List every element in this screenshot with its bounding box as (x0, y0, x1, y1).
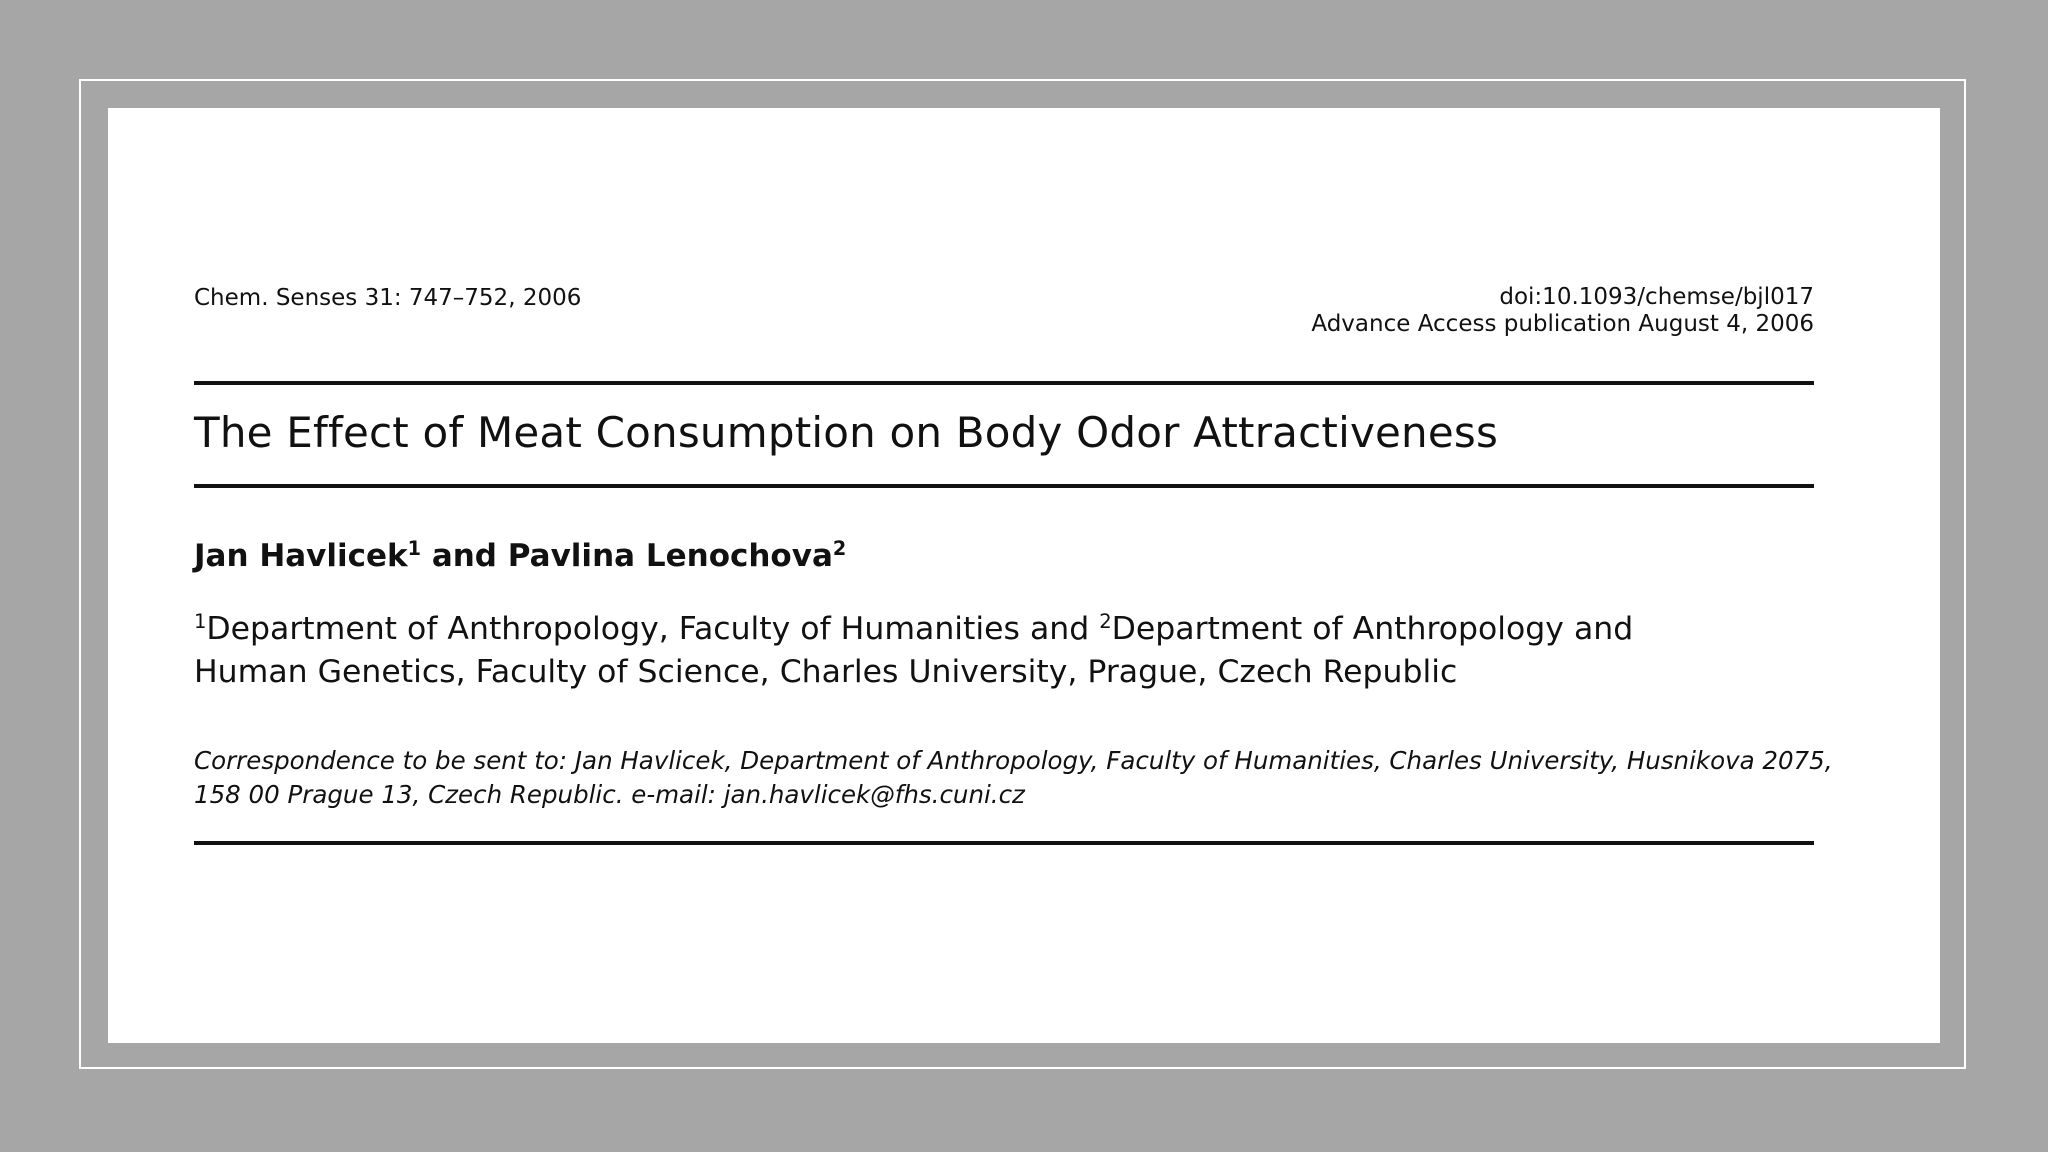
affiliation-text: Department of Anthropology and (1111, 611, 1634, 647)
affiliation-mark: 1 (194, 610, 207, 634)
journal-citation: Chem. Senses 31: 747–752, 2006 (194, 285, 582, 311)
correspondence-note (194, 744, 1834, 812)
author-name: Jan Havlicek (194, 538, 408, 574)
title-rule (194, 484, 1814, 488)
affiliation-text: Department of Anthropology, Faculty of Humanities and (206, 611, 1100, 647)
top-rule (194, 381, 1814, 385)
affiliation-text: Human Genetics, Faculty of Science, Charles University, Prague, Czech Republic (194, 654, 1458, 690)
paper-page (108, 108, 1940, 1043)
bottom-rule (194, 841, 1814, 845)
affiliation-mark: 2 (832, 537, 847, 561)
author-name: Pavlina Lenochova (507, 538, 833, 574)
advance-access-date: Advance Access publication August 4, 2006 (1311, 311, 1814, 337)
doi-text[interactable]: doi:10.1093/chemse/bjl017 (1499, 284, 1814, 310)
article-title: The Effect of Meat Consumption on Body Odor Attractiveness (194, 408, 1499, 457)
correspondence-line: Correspondence to be sent to: Jan Havlicek, Department of Anthropology, Faculty of Humanities, Charles University, Husnikova 2075, (194, 746, 1833, 775)
affiliation-mark: 1 (407, 537, 422, 561)
correspondence-line: 158 00 Prague 13, Czech Republic. e-mail: jan.havlicek@fhs.cuni.cz (194, 780, 1025, 809)
affiliation-mark: 2 (1099, 610, 1112, 634)
author-list (194, 536, 846, 576)
affiliations (194, 608, 1834, 694)
author-conjunction: and (421, 538, 508, 574)
publication-meta (1311, 284, 1814, 338)
